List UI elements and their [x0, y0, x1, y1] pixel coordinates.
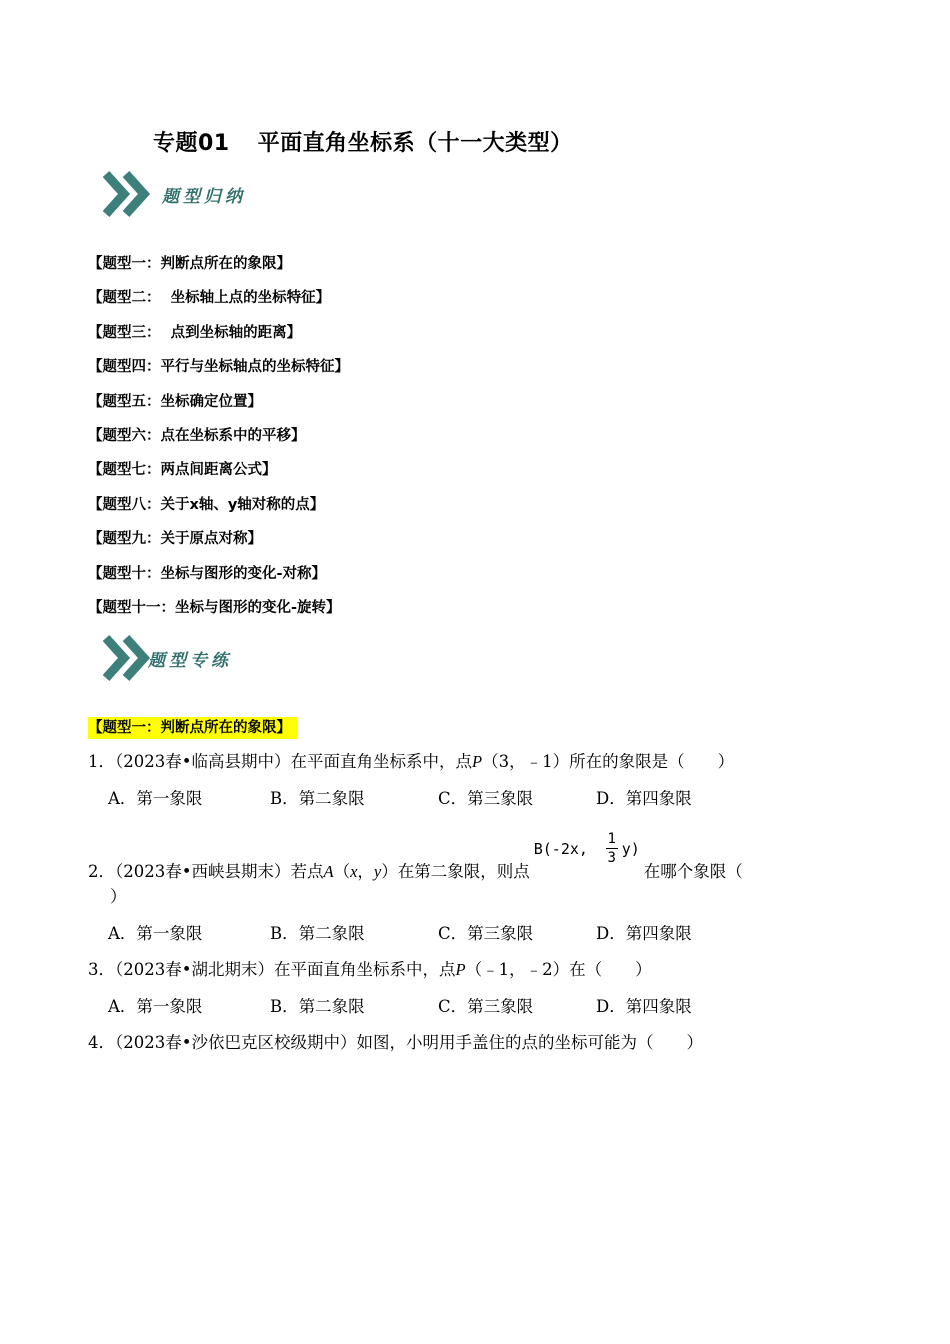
banner-label: 题型专练: [148, 651, 232, 671]
question-2: 2．（2023春•西峡县期末）若点A（x，y）在第二象限，则点 B(-2x, 1 3 y) 在哪个象限（: [88, 845, 743, 885]
banner-label: 题型归纳: [162, 187, 246, 207]
option-b[interactable]: B．第二象限: [270, 789, 365, 808]
option-b[interactable]: B．第二象限: [270, 924, 365, 943]
option-d[interactable]: D．第四象限: [596, 924, 692, 943]
topic-item: 【题型十：坐标与图形的变化-对称】: [88, 565, 327, 582]
topic-item: 【题型八：关于x轴、y轴对称的点】: [88, 496, 325, 513]
options-2: [108, 922, 828, 946]
double-chevron-icon: [100, 170, 160, 218]
title-text: 平面直角坐标系（十一大类型）: [257, 131, 573, 156]
section-banner-summary: [100, 170, 300, 226]
topic-item: 【题型七：两点间距离公式】: [88, 462, 277, 479]
option-c[interactable]: C．第三象限: [438, 924, 534, 943]
options-1: [108, 787, 828, 811]
topic-item: 【题型十一：坐标与图形的变化-旋转】: [88, 599, 341, 616]
page-title: [153, 126, 573, 157]
option-c[interactable]: C．第三象限: [438, 997, 534, 1016]
question-2-continuation: ）: [110, 887, 127, 906]
topic-item: 【题型五：坐标确定位置】: [88, 393, 262, 410]
topic-item: 【题型四：平行与坐标轴点的坐标特征】: [88, 359, 349, 376]
topic-item: 【题型三： 点到坐标轴的距离】: [88, 324, 302, 341]
section-heading: 【题型一：判断点所在的象限】: [88, 717, 297, 739]
option-a[interactable]: A．第一象限: [108, 789, 203, 808]
question-3: 3．（2023春•湖北期末）在平面直角坐标系中，点P（﹣1，﹣2）在（ ）: [88, 960, 652, 979]
options-3: [108, 995, 828, 1019]
option-c[interactable]: C．第三象限: [438, 789, 534, 808]
option-d[interactable]: D．第四象限: [596, 997, 692, 1016]
formula-b: B(-2x, 1 3 y): [533, 831, 640, 866]
topic-item: 【题型二： 坐标轴上点的坐标特征】: [88, 290, 331, 307]
question-1: 1．（2023春•临高县期中）在平面直角坐标系中，点P（3，﹣1）所在的象限是（ ）: [88, 752, 735, 771]
topic-list: [88, 252, 349, 630]
option-b[interactable]: B．第二象限: [270, 997, 365, 1016]
title-number: 专题01: [153, 131, 230, 156]
topic-item: 【题型九：关于原点对称】: [88, 531, 262, 548]
option-a[interactable]: A．第一象限: [108, 924, 203, 943]
topic-item: 【题型一：判断点所在的象限】: [88, 256, 291, 272]
question-4: 4．（2023春•沙依巴克区校级期中）如图，小明用手盖住的点的坐标可能为（ ）: [88, 1033, 703, 1052]
section-banner-practice: [100, 634, 300, 690]
topic-item: 【题型六：点在坐标系中的平移】: [88, 427, 306, 444]
option-d[interactable]: D．第四象限: [596, 789, 692, 808]
option-a[interactable]: A．第一象限: [108, 997, 203, 1016]
